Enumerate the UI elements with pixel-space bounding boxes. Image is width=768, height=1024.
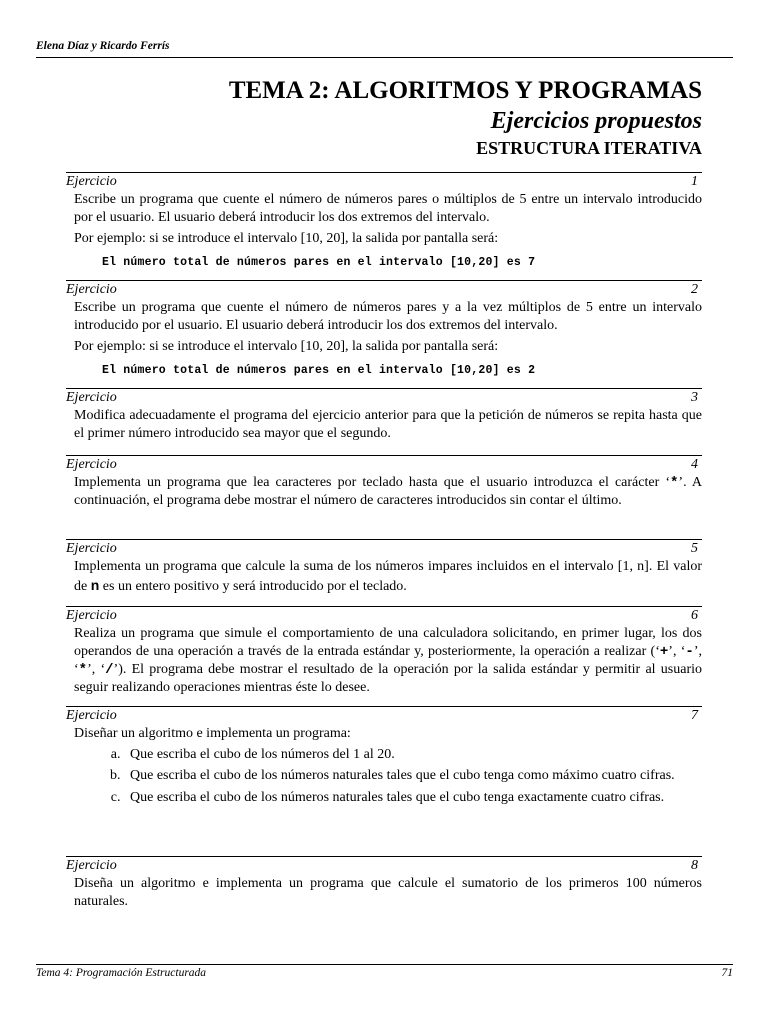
exercise-header (66, 540, 702, 558)
exercise-text: Modifica adecuadamente el programa del ejercicio anterior para que la petición de números se repita hasta que el primer número introducido sea mayor que el segundo. (74, 408, 702, 441)
exercise-header (66, 389, 702, 407)
exercise-text: Realiza un programa que simule el comportamiento de una calculadora solicitando, en primer lugar, los dos operandos de una operación a través de la entrada estándar y, posteriormente, la operación a realizar (‘+’, ‘-’, ‘*’, ‘/’). El programa debe mostrar el resultado de la operación por la salida estándar y permitir al usuario seguir realizando operaciones mientras éste lo desee. (74, 626, 702, 695)
exercise-label: Ejercicio (66, 541, 117, 556)
exercise-header (66, 607, 702, 625)
exercise-2 (66, 280, 702, 380)
exercise-body (66, 875, 702, 911)
exercise-text: Escribe un programa que cuente el número de números pares o múltiplos de 5 entre un intervalo introducido por el usuario. El usuario deberá introducir los dos extremos del intervalo. (74, 192, 702, 225)
operator-divide: / (105, 662, 114, 678)
operator-plus: + (659, 644, 669, 660)
exercise-body (66, 407, 702, 443)
list-item: b. Que escriba el cubo de los números naturales tales que el cubo tenga como máximo cuatro cifras. (124, 766, 702, 786)
exercise-label: Ejercicio (66, 608, 117, 623)
exercise-number: 4 (691, 457, 698, 472)
footer-chapter: Tema 4: Programación Estructurada (36, 967, 207, 979)
exercise-5 (66, 539, 702, 596)
exercise-header (66, 707, 702, 725)
exercise-label: Ejercicio (66, 390, 117, 405)
exercise-body (66, 625, 702, 697)
exercise-8 (66, 856, 702, 914)
variable-n: n (90, 577, 100, 593)
exercise-3 (66, 388, 702, 446)
exercise-number: 5 (691, 541, 698, 556)
subitem-list (74, 746, 702, 808)
exercise-header (66, 456, 702, 474)
asterisk-symbol: * (670, 475, 679, 491)
code-output: El número total de números pares en el intervalo [10,20] es 7 (102, 256, 536, 269)
operator-multiply: * (78, 662, 88, 678)
page-subtitle: Ejercicios propuestos (490, 108, 702, 134)
exercise-label: Ejercicio (66, 174, 117, 189)
header-authors: Elena Díaz y Ricardo Ferrís (36, 40, 170, 52)
exercise-body (66, 474, 702, 510)
exercise-label: Ejercicio (66, 457, 117, 472)
exercise-header (66, 281, 702, 299)
exercise-header (66, 173, 702, 191)
exercise-text: Implementa un programa que calcule la suma de los números impares incluidos en el intervalo [1, n]. El valor de n es un entero positivo y será introducido por el teclado. (74, 559, 703, 594)
exercise-text: Diseñar un algoritmo e implementa un programa: (74, 726, 351, 741)
section-title: ESTRUCTURA ITERATIVA (476, 138, 702, 158)
exercise-1 (66, 172, 702, 272)
exercise-6 (66, 606, 702, 700)
exercise-number: 6 (691, 608, 698, 623)
exercise-7 (66, 706, 702, 808)
exercise-body (66, 725, 702, 808)
exercise-number: 1 (691, 174, 698, 189)
page-number: 71 (721, 967, 733, 979)
exercise-text: Escribe un programa que cuente el número de números pares y a la vez múltiplos de 5 entre un intervalo introducido por el usuario. El usuario deberá introducir los dos extremos del intervalo. (74, 300, 702, 333)
exercise-text: Implementa un programa que lea caracteres por teclado hasta que el usuario introduzca el carácter ‘*’. A continuación, el programa debe mostrar el número de caracteres introducidos sin contar el último. (74, 475, 703, 508)
page-title: TEMA 2: ALGORITMOS Y PROGRAMAS (228, 77, 702, 104)
list-item: c. Que escriba el cubo de los números naturales tales que el cubo tenga exactamente cuatro cifras. (124, 788, 702, 808)
exercise-text: Diseña un algoritmo e implementa un programa que calcule el sumatorio de los primeros 100 números naturales. (74, 876, 702, 909)
exercise-body (66, 558, 702, 596)
exercise-4 (66, 455, 702, 513)
exercise-number: 8 (691, 858, 698, 873)
code-output: El número total de números pares en el intervalo [10,20] es 2 (102, 364, 536, 377)
exercise-text: Por ejemplo: si se introduce el intervalo [10, 20], la salida por pantalla será: (74, 231, 499, 246)
header-rule (36, 57, 733, 58)
exercise-text: Por ejemplo: si se introduce el intervalo [10, 20], la salida por pantalla será: (74, 339, 499, 354)
exercise-body (66, 299, 702, 380)
footer-rule (36, 964, 733, 965)
operator-minus: - (685, 644, 694, 660)
exercise-number: 3 (691, 390, 698, 405)
title-block (229, 76, 702, 159)
exercise-label: Ejercicio (66, 858, 117, 873)
exercise-number: 2 (691, 282, 698, 297)
exercise-label: Ejercicio (66, 282, 117, 297)
list-item: a. Que escriba el cubo de los números del 1 al 20. (124, 746, 702, 764)
exercise-label: Ejercicio (66, 708, 117, 723)
exercise-body (66, 191, 702, 272)
exercise-header (66, 857, 702, 875)
exercise-number: 7 (691, 708, 698, 723)
